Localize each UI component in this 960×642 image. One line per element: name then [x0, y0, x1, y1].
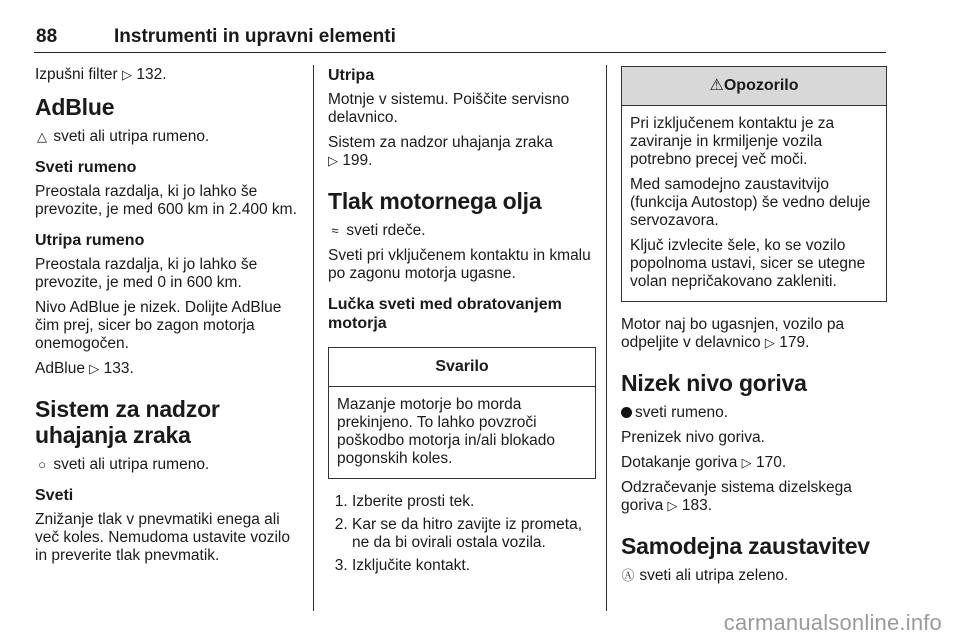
page-ref-arrow-icon: ▷ [667, 498, 678, 513]
page-ref-arrow-icon: ▷ [122, 67, 133, 82]
blink-heading: Utripa [328, 67, 375, 84]
oil-status: ≈ sveti rdeče. [328, 222, 596, 240]
adblue-status: △ sveti ali utripa rumeno. [37, 128, 210, 145]
tpms-ref: Sistem za nadzor uhajanja zraka ▷ 199. [328, 134, 553, 169]
page-ref-arrow-icon: ▷ [741, 455, 752, 470]
oil-text: Sveti pri vključenem kontaktu in kmalu po zagonu motorja ugasne. [328, 247, 591, 282]
tpms-text: Znižanje tlak v pnevmatiki enega ali več koles. Nemudoma ustavite vozilo in preverite tlak pnevmatik. [35, 511, 291, 564]
warning-box [621, 66, 887, 302]
blink-text: Motnje v sistemu. Poiščite servisno delavnico. [328, 91, 570, 126]
warning-text-1: Pri izključenem kontaktu je za zaviranje in krmiljenje vozila potrebno precej več moči. [630, 115, 835, 168]
watermark: carmanualsonline.info [723, 610, 942, 635]
page-ref-arrow-icon: ▷ [89, 361, 100, 376]
tpms-sub-heading: Sveti [35, 487, 74, 504]
list-item: 3. Izključite kontakt. [352, 557, 596, 575]
fuel-text-1: Prenizek nivo goriva. [621, 429, 765, 446]
warning-title: Opozorilo [723, 77, 799, 94]
page-ref-arrow-icon: ▷ [764, 335, 775, 350]
tpms-heading: Sistem za nadzor uhajanja zraka [35, 396, 220, 448]
adblue-ref: AdBlue ▷ 133. [35, 360, 134, 377]
intro-line: Izpušni filter ▷ 132. [35, 66, 167, 83]
warning-triangle-icon: ⚠ [709, 77, 724, 94]
page-number: 88 [36, 26, 58, 47]
fuel-status: sveti rumeno. [621, 404, 887, 422]
caution-text: Mazanje motorje bo morda prekinjeno. To lahko povzroči poškodbo motorja in/ali blokado pogonskih koles. [337, 396, 555, 467]
fuel-text-2: Dotakanje goriva ▷ 170. [621, 454, 787, 471]
adblue-sub1-text: Preostala razdalja, ki jo lahko še prevozite, je med 600 km in 2.400 km. [35, 183, 297, 218]
steps-list [328, 493, 596, 575]
adblue-icon: △ [37, 129, 47, 144]
list-item: 2. Kar se da hitro zavijte iz prometa, ne da bi ovirali ostala vozila. [352, 516, 596, 552]
column-divider-1 [313, 65, 314, 611]
adblue-heading: AdBlue [35, 94, 115, 120]
oil-can-icon: ≈ [331, 223, 339, 238]
caution-box [328, 347, 596, 479]
fuel-text-3: Odzračevanje sistema dizelskega goriva ▷ 183. [621, 479, 852, 514]
warning-text-2: Med samodejno zaustavitvijo (funkcija Autostop) še vedno deluje servozavora. [630, 176, 871, 229]
page-header [34, 26, 884, 52]
after-warning-text: Motor naj bo ugasnjen, vozilo pa odpeljite v delavnico ▷ 179. [621, 316, 845, 351]
tpms-status: ○ sveti ali utripa rumeno. [35, 456, 303, 474]
autostop-heading: Samodejna zaustavitev [621, 533, 870, 559]
running-title: Instrumenti in upravni elementi [114, 26, 396, 47]
adblue-sub2-heading: Utripa rumeno [35, 232, 145, 249]
adblue-sub2-text1: Preostala razdalja, ki jo lahko še prevozite, je med 0 in 600 km. [35, 256, 258, 291]
autostop-status: Ⓐ sveti ali utripa zeleno. [621, 567, 789, 584]
column-divider-2 [606, 65, 607, 611]
warning-text-3: Ključ izvlecite šele, ko se vozilo popolnoma ustavi, sicer se utegne volan nepričakovano zakleniti. [630, 237, 866, 290]
column-1 [35, 66, 303, 572]
header-divider [34, 52, 886, 53]
fuel-heading: Nizek nivo goriva [621, 370, 807, 396]
fuel-indicator-icon [621, 407, 632, 418]
caution-title: Svarilo [329, 348, 595, 387]
adblue-sub2-text2: Nivo AdBlue je nizek. Dolijte AdBlue čim prej, sicer bo zagon motorja onemogočen. [35, 299, 282, 352]
column-3 [621, 66, 887, 592]
page-ref-arrow-icon: ▷ [328, 153, 338, 168]
oil-heading: Tlak motornega olja [328, 188, 542, 214]
oil-sub-heading: Lučka sveti med obratovanjem motorja [328, 296, 562, 332]
autostop-icon: Ⓐ [621, 568, 635, 583]
list-item: 1. Izberite prosti tek. [352, 493, 596, 511]
adblue-sub1-heading: Sveti rumeno [35, 159, 137, 176]
tire-pressure-icon: ○ [38, 457, 46, 472]
warning-header [622, 67, 886, 106]
column-2 [328, 66, 596, 580]
